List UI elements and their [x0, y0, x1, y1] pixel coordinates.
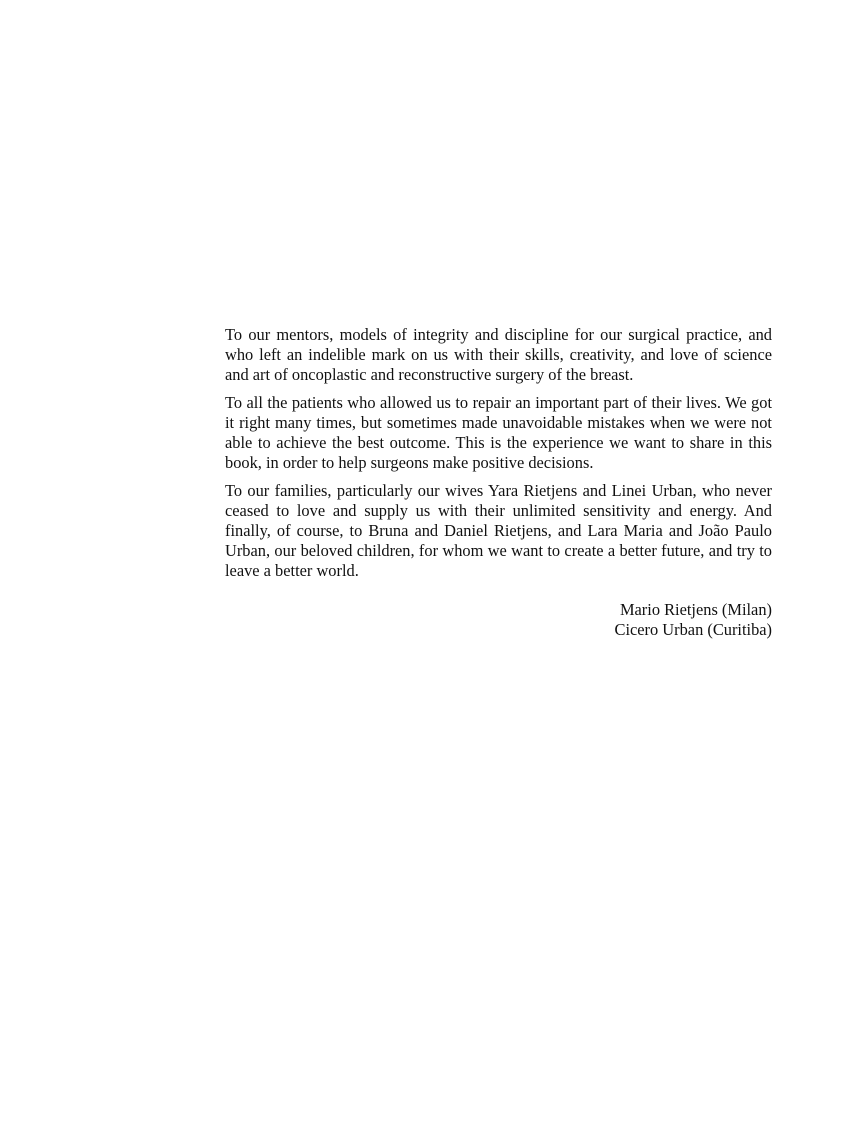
- dedication-paragraph-patients: To all the patients who allowed us to repair an important part of their lives. We got it right many times, but sometimes made unavoidable mistakes when we were not able to achieve the best outcome. This is the experience we want to share in this book, in order to help surgeons make positive decisions.: [225, 393, 772, 472]
- signature-block: [225, 600, 772, 640]
- signature-mario-rietjens: Mario Rietjens (Milan): [619, 600, 772, 619]
- dedication-block: [225, 325, 772, 640]
- dedication-paragraph-families: To our families, particularly our wives Yara Rietjens and Linei Urban, who never ceased to love and supply us with their unlimited sensitivity and energy. And finally, of course, to Bruna and Daniel Rietjens, and Lara Maria and João Paulo Urban, our beloved children, for whom we want to create a better future, and try to leave a better world.: [225, 481, 772, 580]
- dedication-paragraph-mentors: To our mentors, models of integrity and discipline for our surgical practice, and who left an indelible mark on us with their skills, creativity, and love of science and art of oncoplastic and reconstructive surgery of the breast.: [225, 325, 772, 384]
- signature-cicero-urban: Cicero Urban (Curitiba): [614, 620, 772, 639]
